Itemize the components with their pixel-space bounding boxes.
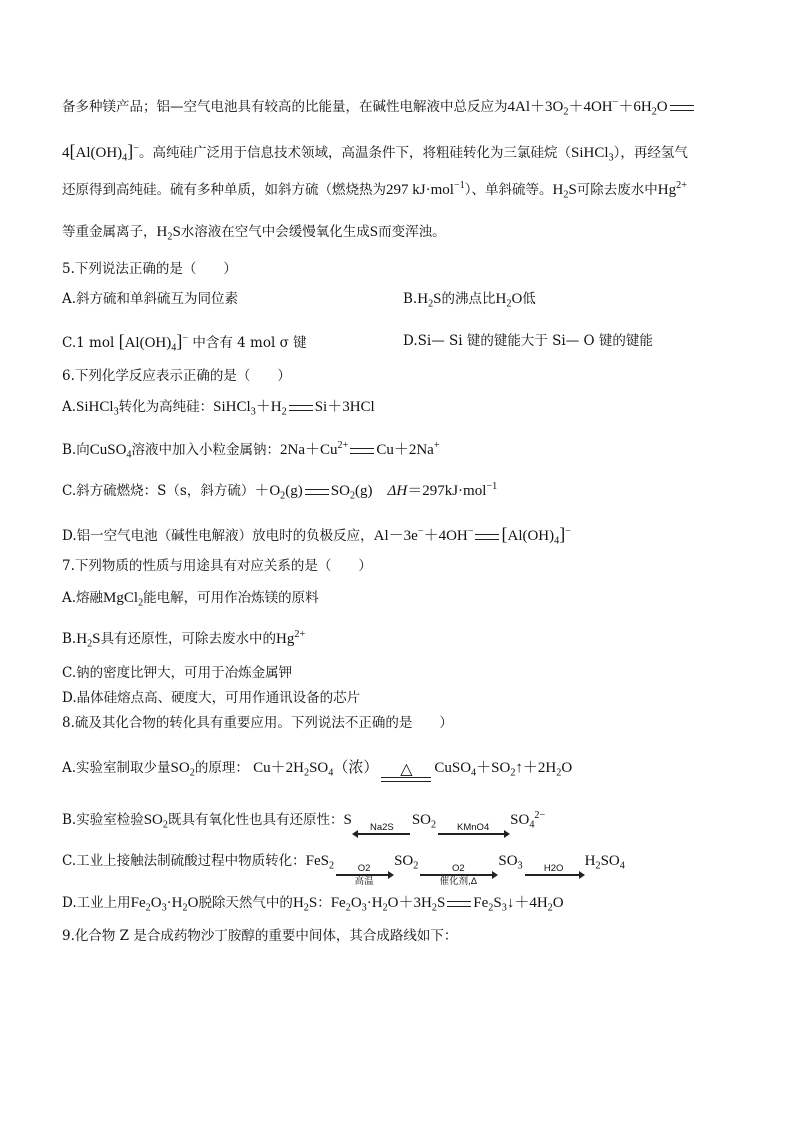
h2so4-formula: $H_2SO_4$ <box>584 853 625 872</box>
equals-sign <box>289 405 313 411</box>
option-text: B.实验室检验 <box>62 812 144 828</box>
option-text: A.实验室制取少量 <box>62 760 171 776</box>
right-arrow-o2-catalyst <box>420 863 496 887</box>
intro-line-1 <box>62 97 696 117</box>
q5-option-d: D.Si— Si 键的键能大于 Si— O 键的键能 <box>403 333 653 349</box>
reagent-label: O2 <box>452 863 465 874</box>
aluminate-formula: $[Al(OH)_4]^-$ <box>118 331 189 354</box>
q6-option-b <box>62 440 440 460</box>
q5-option-a: A.斜方硫和单斜硫互为同位素 <box>62 291 239 307</box>
equals-sign <box>670 105 694 111</box>
condition-label: 催化剂,Δ <box>439 876 478 887</box>
q7-option-a <box>62 588 319 608</box>
equation-a: $Cu+2H_2SO_4$（浓） △ $CuSO_4+SO_2↑+2H_2O$ <box>253 760 572 776</box>
aluminate-formula: $4[Al(OH)_4]^-$ <box>62 141 139 164</box>
q8-option-c <box>62 851 625 887</box>
intro-line-3 <box>62 180 687 200</box>
heat-triangle-icon: △ <box>400 761 413 778</box>
equation-d: Al－3e−＋4OH− $[Al(OH)_4]^-$ <box>373 524 571 547</box>
cuso4-formula: CuSO$_4$ <box>89 442 132 461</box>
fes2-formula: FeS$_2$ <box>305 853 335 872</box>
option-text: D.工业上用 <box>62 895 131 911</box>
option-text: A.熔融 <box>62 590 104 606</box>
so2-formula: $SO_2$ <box>170 760 195 779</box>
equals-sign <box>475 534 499 540</box>
hg-ion: $Hg^{2+}$ <box>657 179 687 198</box>
h2o-formula: $H_2O$ <box>495 291 523 310</box>
option-label: B. <box>62 631 77 647</box>
so3-formula: $SO_3$ <box>498 853 523 872</box>
q6-option-d <box>62 524 571 546</box>
equation-c: $+O_2(g)$ $SO_2(g)$ ΔH＝297kJ·mol$^{-1}$ <box>254 480 498 502</box>
h2s-formula: $H_2S$ <box>417 291 442 310</box>
intro-text: 水溶液在空气中会缓慢氧化生成 <box>180 224 370 240</box>
option-text: 溶液中加入小粒金属钠： <box>131 442 280 458</box>
q6-option-c <box>62 481 497 501</box>
intro-text: ）、单斜硫等。 <box>464 182 553 198</box>
reagent-label: O2 <box>357 863 371 874</box>
q7-option-b <box>62 629 305 649</box>
q8-option-b <box>62 810 545 846</box>
option-text: C.工业上接触法制硫酸过程中物质转化： <box>62 853 306 869</box>
option-text: C.1 mol <box>62 335 115 351</box>
q5-stem: 5.下列说法正确的是（ ） <box>62 261 237 277</box>
equation-d: $Fe_2O_3\cdot H_2O+3H_2S$ $Fe_2S_3↓+4H_2O$ <box>330 895 564 914</box>
right-arrow-o2-high-temp <box>336 863 392 887</box>
option-label: B.向 <box>62 442 90 458</box>
option-text: D.铝一空气电池（碱性电解液）放电时的负极反应， <box>62 528 374 544</box>
right-arrow-h2o <box>525 863 583 887</box>
q8-stem: 8.硫及其化合物的转化具有重要应用。下列说法不正确的是 ） <box>62 715 453 731</box>
q8-option-a <box>62 758 572 782</box>
option-text: C.斜方硫燃烧：S（s，斜方硫） <box>62 483 255 499</box>
condition-label: 高温 <box>354 876 374 887</box>
sulfate-ion: $SO_4^{2-}$ <box>510 809 546 831</box>
intro-line-4 <box>62 222 446 242</box>
h2s-formula: $H_2S$ <box>156 224 181 243</box>
silane-formula: SiHCl$_3$ <box>571 145 614 164</box>
option-text: 具有还原性，可除去废水中的 <box>100 631 276 647</box>
option-text: 的沸点比 <box>441 291 496 307</box>
option-text: 转化为高纯硅： <box>118 399 214 415</box>
q8-option-d <box>62 893 564 913</box>
right-arrow-kmno4 <box>438 822 508 846</box>
overall-reaction: $4Al+3O_2+4OH^-+6H_2O$ <box>508 99 696 115</box>
intro-text: 还原得到高纯硅。硫有多种单质，如斜方硫（燃烧热为 <box>62 182 386 198</box>
equation-a: $SiHCl_3+H_2$ Si＋3HCl <box>213 399 375 418</box>
q5-options-cd <box>62 331 653 354</box>
so2-formula: $SO_2$ <box>394 853 419 872</box>
h2s-formula: $H_2S$ <box>552 182 577 201</box>
heat-equals-sign <box>381 763 431 782</box>
option-text: ： <box>317 895 331 911</box>
q7-option-c: C.钠的密度比钾大，可用于冶炼金属钾 <box>62 665 293 681</box>
reagent-label: KMnO4 <box>457 822 490 833</box>
option-text: 的原理： <box>194 760 249 776</box>
intro-line-2 <box>62 141 688 163</box>
q5-option-b <box>403 289 536 309</box>
equation-b: $2Na+Cu^{2+}$ Cu＋2Na+ <box>280 439 440 458</box>
q6-stem: 6.下列化学反应表示正确的是（ ） <box>62 368 291 384</box>
left-arrow-na2s <box>354 822 410 846</box>
q7-stem: 7.下列物质的性质与用途具有对应关系的是（ ） <box>62 558 372 574</box>
intro-text: 等重金属离子， <box>62 224 157 240</box>
h2s-formula: $H_2S$ <box>292 895 318 914</box>
equals-sign <box>305 489 329 495</box>
option-text: 中含有 4 mol σ 键 <box>192 335 307 351</box>
q6-option-a <box>62 397 375 417</box>
q5-option-c <box>62 331 307 354</box>
option-text: 能电解，可用作冶炼镁的原料 <box>143 590 319 606</box>
equals-sign <box>447 901 471 907</box>
mgcl2-formula: MgCl$_2$ <box>103 590 144 609</box>
option-text: 低 <box>522 291 536 307</box>
silane-formula: SiHCl$_3$ <box>76 399 119 418</box>
intro-text: ），再经氢气 <box>613 145 688 161</box>
so2-formula: $SO_2$ <box>411 812 437 831</box>
so2-formula: $SO_2$ <box>143 812 168 831</box>
q9-stem: 9.化合物 Z 是合成药物沙丁胺醇的重要中间体，其合成路线如下： <box>62 928 458 944</box>
q5-options-ab <box>62 289 536 310</box>
s-symbol: S <box>369 224 379 240</box>
intro-text: 而变浑浊。 <box>378 224 446 240</box>
option-label: B. <box>403 291 418 307</box>
s-symbol: S <box>343 812 352 828</box>
option-text: 脱除天然气中的 <box>198 895 293 911</box>
combustion-heat: 297 kJ·mol$^{-1}$ <box>386 179 465 198</box>
hg-ion: $Hg^{2+}$ <box>276 628 306 647</box>
intro-text: 备多种镁产品；铝—空气电池具有较高的比能量，在碱性电解液中总反应为 <box>62 99 508 115</box>
intro-text: 。高纯硅广泛用于信息技术领域，高温条件下，将粗硅转化为三氯硅烷（ <box>139 145 571 161</box>
intro-text: 可除去废水中 <box>576 182 658 198</box>
reagent-label: H2O <box>543 863 564 874</box>
fe2o3-h2o-formula: $Fe_2O_3\cdot H_2O$ <box>130 895 199 914</box>
equals-sign <box>350 448 374 454</box>
option-label: A. <box>62 399 77 415</box>
reagent-label: Na2S <box>369 822 394 833</box>
option-text: 既具有氧化性也具有还原性： <box>168 812 344 828</box>
q7-option-d: D.晶体硅熔点高、硬度大，可用作通讯设备的芯片 <box>62 690 361 706</box>
h2s-formula: $H_2S$ <box>76 631 101 650</box>
